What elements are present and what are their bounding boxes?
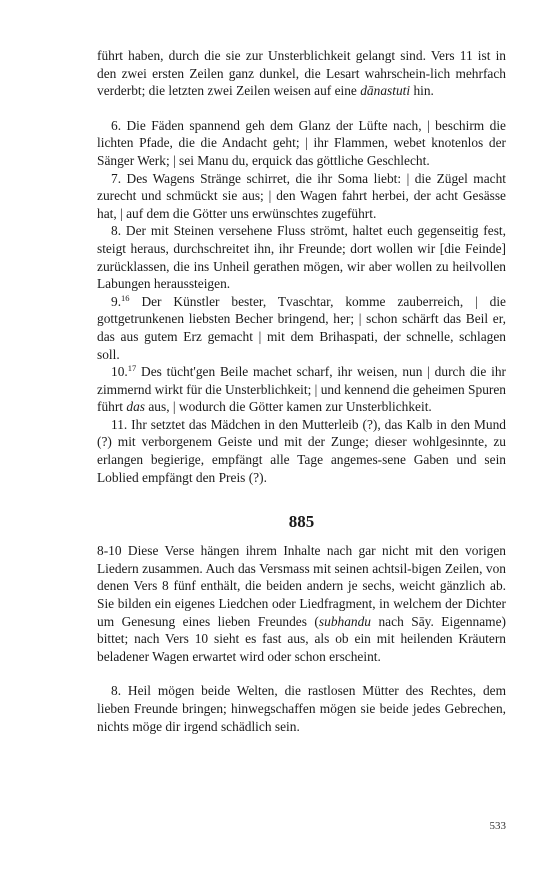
- verse-number: 8.: [111, 223, 122, 239]
- page-number: 533: [489, 820, 506, 832]
- footnote-marker: 17: [127, 363, 137, 374]
- paragraph-gap: [97, 665, 506, 682]
- verse-8-second: [97, 682, 506, 735]
- intro-text-a: 8-10 Diese Verse hängen ihrem Inhalte nach gar nicht mit den vorigen Liedern zusammen. Auch das Versmass mit seinen achtsil-bigen Zeilen, von denen Vers 8 fünf enthält, die beiden andern je sechs, weicht gänzlich ab. Sie bilden ein eigenes Liedchen oder Liedfragment, in welchem der Dichter um Genesung eines lieben Freundes (: [97, 543, 506, 629]
- verse-8: [97, 222, 506, 292]
- verse-emphasis: das: [126, 399, 145, 415]
- verse-number: 8.: [111, 683, 122, 699]
- verse-text: Der Künstler bester, Tvaschtar, komme zauberreich, | die gottgetrunkenen liebsten Becher bringend, her; | schon schärft das Beil er, das aus gutem Erz gemacht | mit dem Brihaspati, der schnelle, schlagen soll.: [97, 293, 506, 362]
- verse-text: Der mit Steinen versehene Fluss strömt, haltet euch gegenseitig fest, steigt heraus, durchschreitet ihn, ihr Freunde; dort wollen wir [die Feinde] zurücklassen, die ins Unheil gerathen mögen, wir aber wollen zu heilvollen Labungen heraussteigen.: [97, 223, 506, 292]
- verse-text: Die Fäden spannend geh dem Glanz der Lüfte nach, | beschirm die lichten Pfade, die die Andacht geht; | ihr Flammen, webet knotenlos der Sänger Werk; | sei Manu du, erquick das göttliche Geschlecht.: [97, 117, 506, 168]
- page-body: [97, 47, 506, 735]
- verse-10: [97, 363, 506, 416]
- verse-number: 10.: [111, 364, 128, 380]
- verse-number: 9.: [111, 293, 122, 309]
- verse-text-a: Des tücht'gen Beile machet scharf, ihr weisen, nun | durch die ihr zimmernd wirkt für die Unsterblichkeit; | und kennend die geheimen Spuren führt: [97, 364, 506, 415]
- verse-text-b: aus, | wodurch die Götter kamen zur Unsterblichkeit.: [145, 399, 432, 415]
- verse-text: Des Wagens Stränge schirret, die ihr Soma liebt: | die Zügel macht zurecht und schmückt sie aus; | den Wagen fahrt herbei, der acht Gesässe hat, | auf dem die Götter uns erwünschtes zugeführt.: [97, 170, 506, 221]
- paragraph-gap: [97, 100, 506, 117]
- verse-6: [97, 117, 506, 170]
- verse-number: 7.: [111, 170, 122, 186]
- verse-7: [97, 170, 506, 223]
- continuation-emphasis: dānastuti: [360, 83, 411, 99]
- intro-paragraph: [97, 542, 506, 665]
- continuation-text-a: führt haben, durch die sie zur Unsterblichkeit gelangt sind. Vers 11 ist in den zwei ersten Zeilen ganz dunkel, die Lesart wahrschein-lich mehrfach verderbt; die letzten zwei Zeilen weisen auf eine: [97, 48, 506, 99]
- footnote-marker: 16: [121, 292, 130, 303]
- verse-9: [97, 293, 506, 363]
- verse-number: 6.: [111, 117, 122, 133]
- verse-text: Heil mögen beide Welten, die rastlosen Mütter des Rechtes, dem lieben Freunde bringen; hinwegschaffen mögen sie beide jedes Gebrechen, nichts möge dir irgend schädlich sein.: [97, 683, 506, 734]
- continuation-paragraph: [97, 47, 506, 100]
- intro-text-b: nach Sāy. Eigenname) bittet; nach Vers 10 sieht es fast aus, als ob ein mit heilenden Kräutern beladener Wagen erwartet wird oder schon erscheint.: [97, 613, 507, 664]
- intro-emphasis: subhandu: [318, 613, 371, 629]
- verse-11: [97, 416, 506, 486]
- verse-number: 11.: [111, 416, 128, 432]
- continuation-text-b: hin.: [410, 83, 434, 99]
- section-heading: 885: [288, 512, 315, 532]
- verse-text: Ihr setztet das Mädchen in den Mutterleib (?), das Kalb in den Mund (?) mit verborgenem Geiste und mit der Zunge; dieser wohlgesinnte, zu erlangen begierige, empfängt alle Tage angemes-sene Gaben und sein Loblied empfängt den Preis (?).: [97, 416, 506, 485]
